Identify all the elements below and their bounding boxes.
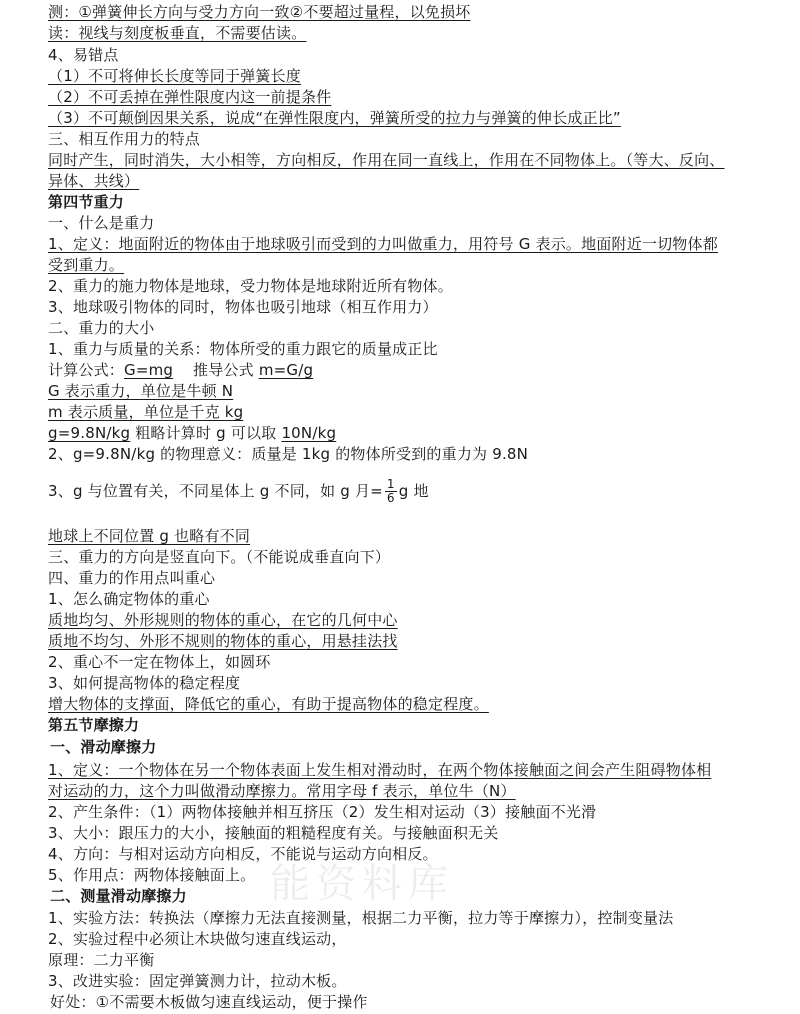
text-line bbox=[48, 423, 760, 444]
fraction-denominator: 6 bbox=[386, 491, 395, 505]
text-line: 好处：①不需要木板做匀速直线运动，便于操作 bbox=[50, 993, 368, 1011]
formula-line bbox=[48, 360, 760, 381]
text-line: 异体、共线） bbox=[48, 172, 140, 190]
text-line: （2）不可丢掉在弹性限度内这一前提条件 bbox=[48, 88, 332, 106]
formula-label: 计算公式： bbox=[48, 361, 125, 379]
text-line: 1、怎么确定物体的重心 bbox=[48, 590, 210, 608]
text-line: 3、改进实验：固定弹簧测力计，拉动木板。 bbox=[48, 972, 347, 990]
text-line: 3、大小：跟压力的大小，接触面的粗糙程度有关。与接触面积无关 bbox=[48, 824, 499, 842]
text-line: 2、产生条件：（1）两物体接触并相互挤压（2）发生相对运动（3）接触面不光滑 bbox=[48, 803, 597, 821]
section-heading: 一、什么是重力 bbox=[48, 214, 155, 232]
fraction-line bbox=[48, 478, 760, 505]
value: 10N/kg bbox=[281, 424, 337, 442]
chapter-heading: 第四节重力 bbox=[48, 193, 125, 211]
text-line: 4、方向：与相对运动方向相反，不能说与运动方向相反。 bbox=[48, 845, 438, 863]
text-line: 质地均匀、外形规则的物体的重心，在它的几何中心 bbox=[48, 611, 398, 629]
text: g 地 bbox=[398, 482, 429, 500]
text-line: 1、实验方法：转换法（摩擦力无法直接测量，根据二力平衡，拉力等于摩擦力），控制变量法 bbox=[48, 909, 674, 927]
formula-label: 推导公式 bbox=[193, 361, 254, 379]
text-line: 3、如何提高物体的稳定程度 bbox=[48, 674, 241, 692]
text-line: 1、重力与质量的关系：物体所受的重力跟它的质量成正比 bbox=[48, 340, 438, 358]
text-line: 读：视线与刻度板垂直，不需要估读。 bbox=[48, 24, 307, 42]
text-line: 5、作用点：两物体接触面上。 bbox=[48, 866, 256, 884]
fraction bbox=[385, 478, 397, 505]
text-line: 原理：二力平衡 bbox=[48, 951, 155, 969]
text-line: 1、定义：地面附近的物体由于地球吸引而受到的力叫做重力，用符号 G 表示。地面附近一切物体都 bbox=[48, 235, 718, 253]
text-line: （3）不可颠倒因果关系，说成“在弹性限度内，弹簧所受的拉力与弹簧的伸长成正比” bbox=[48, 109, 621, 127]
section-heading: 三、重力的方向是竖直向下。（不能说成垂直向下） bbox=[48, 548, 391, 566]
formula: G=mg bbox=[124, 361, 174, 379]
text-line: 质地不均匀、外形不规则的物体的重心，用悬挂法找 bbox=[48, 632, 398, 650]
text-line: 2、实验过程中必须让木块做匀速直线运动， bbox=[48, 930, 347, 948]
text-line: 2、重心不一定在物体上，如圆环 bbox=[48, 653, 271, 671]
text-line: 地球上不同位置 g 也略有不同 bbox=[48, 527, 251, 545]
text-line: 4、易错点 bbox=[48, 46, 119, 64]
formula: m=G/g bbox=[258, 361, 314, 379]
text-line: G 表示重力，单位是牛顿 N bbox=[48, 382, 234, 400]
fraction-numerator: 1 bbox=[386, 477, 395, 491]
text-line: 同时产生，同时消失，大小相等，方向相反，作用在同一直线上，作用在不同物体上。（等大、反向、 bbox=[48, 151, 725, 169]
text-line: 测：①弹簧伸长方向与受力方向一致②不要超过量程，以免损坏 bbox=[48, 3, 471, 21]
text-line: 增大物体的支撑面，降低它的重心，有助于提高物体的稳定程度。 bbox=[48, 695, 489, 713]
text: 粗略计算时 g 可以取 bbox=[130, 424, 282, 442]
section-heading: 三、相互作用力的特点 bbox=[48, 130, 201, 148]
text-line: 受到重力。 bbox=[48, 256, 125, 274]
text-line: 3、地球吸引物体的同时，物体也吸引地球（相互作用力） bbox=[48, 298, 438, 316]
section-heading: 二、测量滑动摩擦力 bbox=[50, 887, 187, 905]
section-heading: 四、重力的作用点叫重心 bbox=[48, 569, 216, 587]
text-line: m 表示质量，单位是千克 kg bbox=[48, 403, 244, 421]
text-line: 2、g=9.8N/kg 的物理意义：质量是 1kg 的物体所受到的重力为 9.8N bbox=[48, 445, 529, 463]
chapter-heading: 第五节摩擦力 bbox=[48, 716, 140, 734]
text: 3、g 与位置有关，不同星体上 g 不同，如 g 月= bbox=[48, 482, 383, 500]
value: g=9.8N/kg bbox=[48, 424, 131, 442]
section-heading: 二、重力的大小 bbox=[48, 319, 155, 337]
section-heading: 一、滑动摩擦力 bbox=[50, 738, 157, 756]
text-line: 1、定义：一个物体在另一个物体表面上发生相对滑动时，在两个物体接触面之间会产生阻碍物体相 bbox=[48, 761, 712, 779]
watermark: 能资料库 bbox=[270, 861, 454, 907]
text-line: 对运动的力，这个力叫做滑动摩擦力。常用字母 f 表示，单位牛（N） bbox=[48, 782, 516, 800]
text-line: （1）不可将伸长长度等同于弹簧长度 bbox=[48, 67, 301, 85]
text-line: 2、重力的施力物体是地球，受力物体是地球附近所有物体。 bbox=[48, 277, 453, 295]
